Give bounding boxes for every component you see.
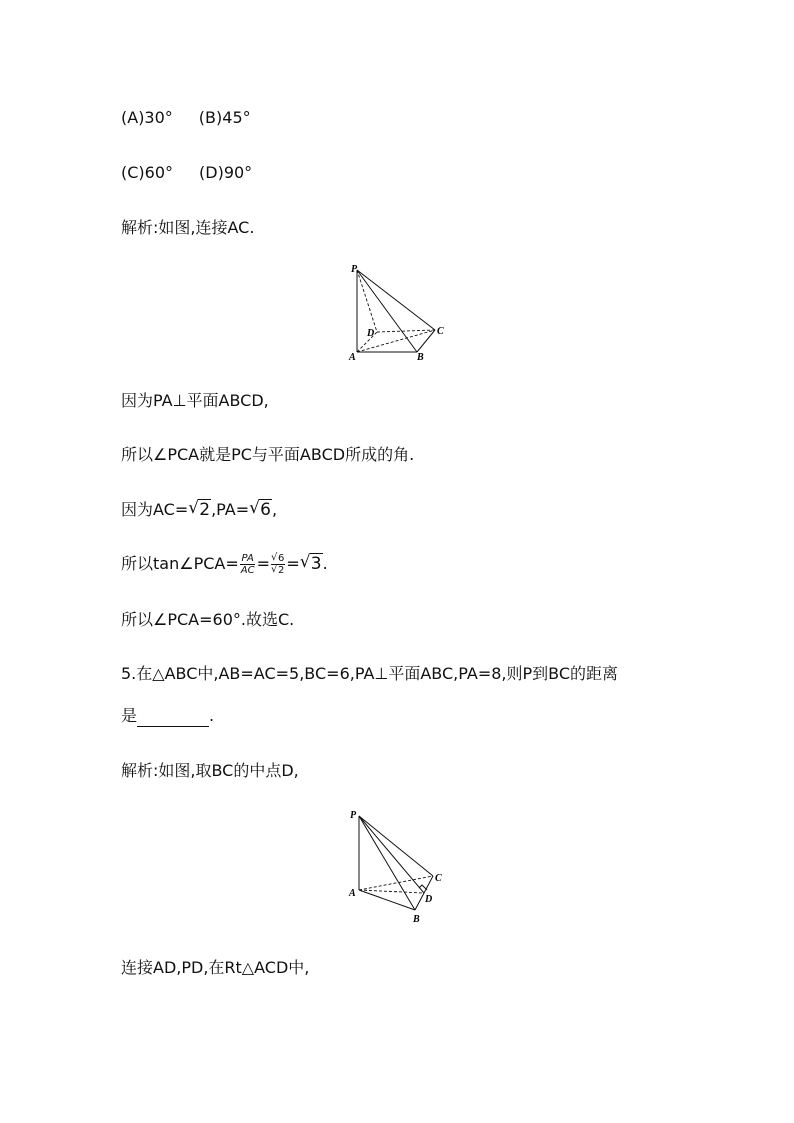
problem5-text: 5.在△ABC中,AB=AC=5,BC=6,PA⊥平面ABC,PA=8,则P到BC的距离 [121, 664, 619, 683]
label-p: P [351, 264, 358, 275]
label-b: B [417, 352, 424, 363]
solution4-line1: 因为PA⊥平面ABCD, [121, 391, 269, 410]
solution4-line2: 所以∠PCA就是PC与平面ABCD所成的角. [121, 445, 415, 464]
solution4-intro: 解析:如图,连接AC. [121, 218, 255, 237]
label-a: A [349, 352, 356, 363]
edge-dc [377, 330, 435, 332]
edge-pc [357, 270, 435, 330]
sqrt-2: √ 2 [189, 499, 211, 521]
figure-pyramid-1 [345, 260, 455, 365]
options-row-1 [121, 107, 251, 129]
answer-blank[interactable] [137, 710, 209, 727]
label-c: C [437, 326, 444, 337]
option-b: (B)45° [198, 108, 251, 127]
edge-bc [417, 330, 435, 352]
label-d: D [367, 328, 375, 339]
edge-pb [359, 816, 415, 910]
edge-pd [357, 270, 377, 332]
problem5-text2: 是 . [121, 706, 215, 725]
sqrt-3: √ 3 [301, 553, 323, 575]
solution4-line3: 因为AC=√ 2,PA=√ 6, [121, 499, 277, 521]
label-c: C [435, 873, 442, 884]
edge-pb [357, 270, 417, 352]
option-a: (A)30° [121, 108, 173, 127]
fraction-sqrt6-over-sqrt2: √ 6 √ 2 [271, 553, 285, 576]
sqrt-6: √ 6 [250, 499, 272, 521]
edge-ad [359, 890, 424, 893]
option-c: (C)60° [121, 163, 174, 182]
problem5-solution-line: 连接AD,PD,在Rt△ACD中, [121, 958, 310, 977]
solution4-line4: 所以tan∠PCA= $\frac{PA}{AC}$ = √ 6 √ 2 =√ 3. [121, 553, 328, 576]
fraction-pa-over-ac: $\frac{PA}{AC}$ [240, 553, 255, 576]
problem5-solution-intro: 解析:如图,取BC的中点D, [121, 761, 299, 780]
label-b: B [413, 914, 420, 925]
figure-pyramid-2 [345, 806, 455, 930]
edge-pd [359, 816, 424, 893]
label-a: A [349, 888, 356, 899]
edge-pc [359, 816, 433, 876]
edge-ab [359, 890, 415, 910]
solution4-line5: 所以∠PCA=60°.故选C. [121, 610, 295, 629]
options-row-2 [121, 162, 252, 184]
label-p: P [350, 810, 357, 821]
label-d: D [425, 894, 433, 905]
option-d: (D)90° [199, 163, 253, 182]
